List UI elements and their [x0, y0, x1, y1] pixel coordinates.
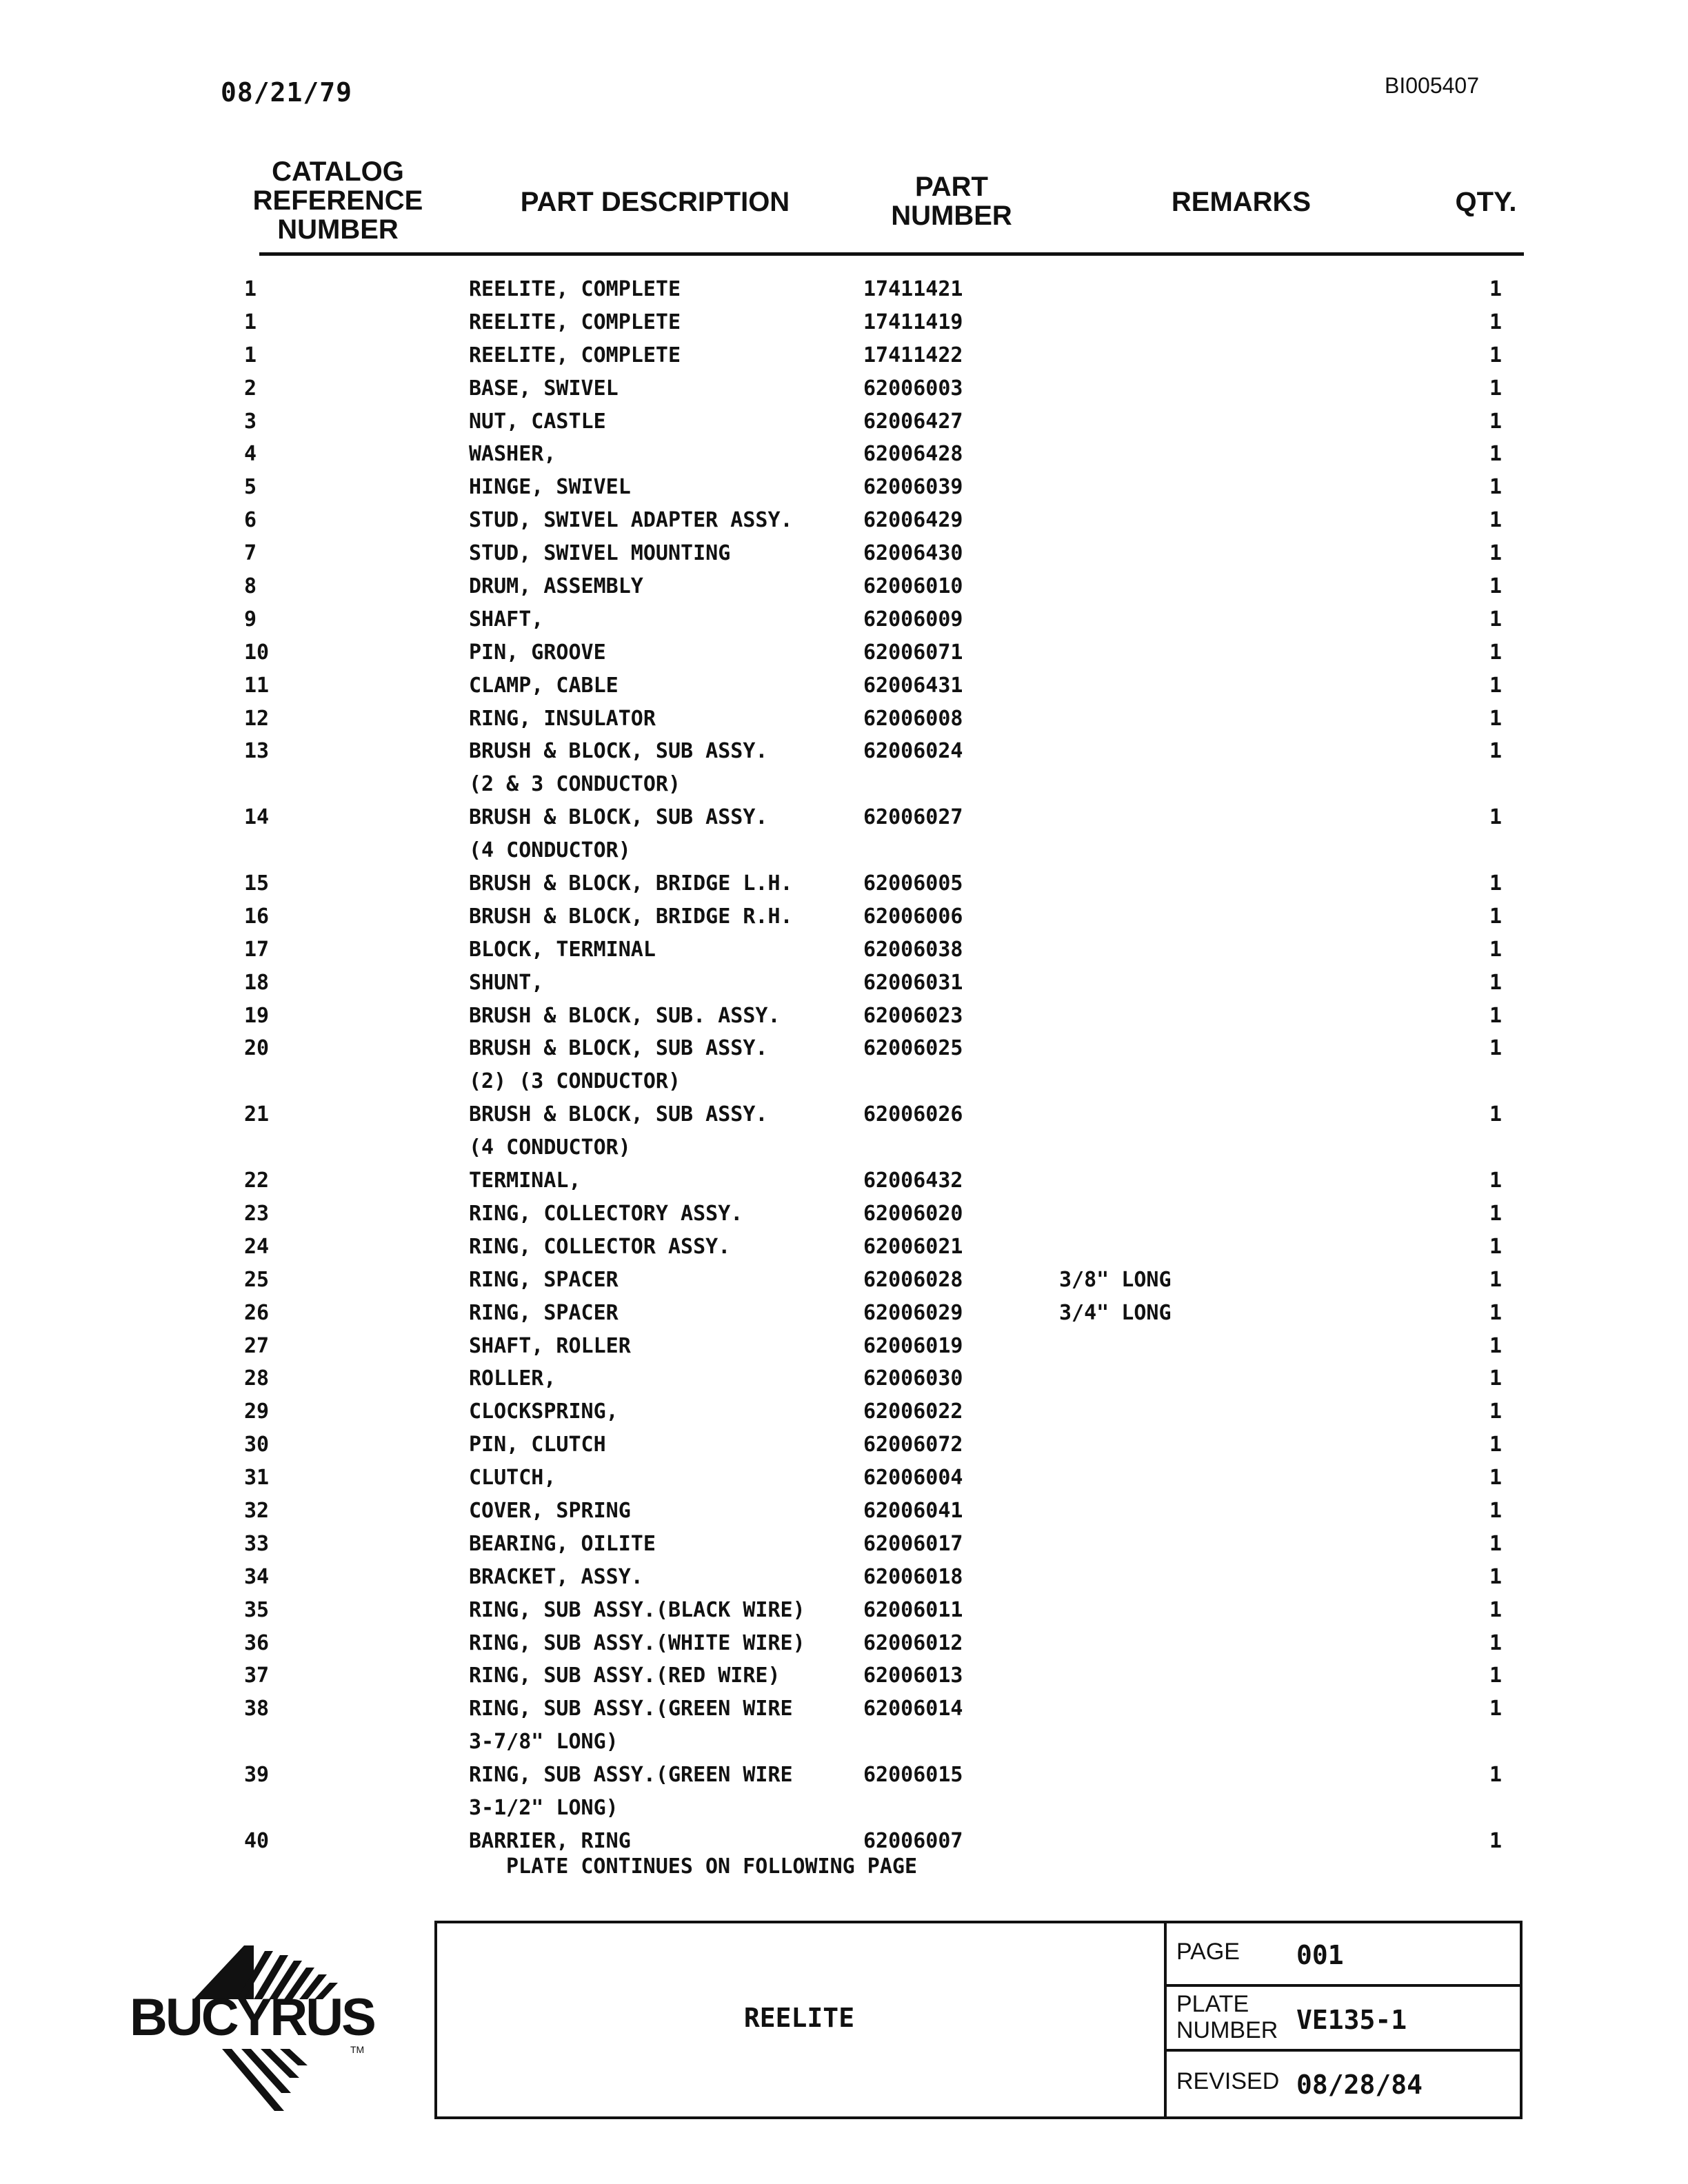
col-header-part-description: PART DESCRIPTION: [520, 187, 790, 217]
part-number-cell: 17411419: [863, 310, 963, 334]
catalog-ref-cell: 8: [244, 574, 257, 599]
table-row: [0, 1065, 1688, 1098]
logo-trademark: TM: [350, 2044, 365, 2055]
part-number-cell: 62006026: [863, 1102, 963, 1127]
qty-cell: 1: [1489, 1102, 1503, 1127]
table-row: [0, 702, 1688, 736]
table-row: [0, 504, 1688, 537]
qty-cell: 1: [1489, 1399, 1503, 1424]
page-value: 001: [1296, 1940, 1344, 1970]
part-number-cell: 62006014: [863, 1697, 963, 1721]
qty-cell: 1: [1489, 1201, 1503, 1226]
catalog-ref-cell: 29: [244, 1399, 270, 1424]
table-row: [0, 372, 1688, 405]
part-number-cell: 62006030: [863, 1366, 963, 1391]
part-number-cell: 62006019: [863, 1333, 963, 1358]
part-number-cell: 62006031: [863, 970, 963, 995]
qty-cell: 1: [1489, 1003, 1503, 1028]
table-row: [0, 1231, 1688, 1264]
table-row: [0, 1495, 1688, 1528]
qty-cell: 1: [1489, 1466, 1503, 1490]
qty-cell: 1: [1489, 1697, 1503, 1721]
catalog-ref-cell: 17: [244, 937, 270, 962]
part-description-cell: STUD, SWIVEL MOUNTING: [469, 541, 731, 566]
catalog-ref-cell: 5: [244, 475, 257, 500]
part-description-cell: RING, COLLECTOR ASSY.: [469, 1234, 731, 1259]
remarks-cell: 3/8" LONG: [1059, 1267, 1172, 1292]
table-row: [0, 537, 1688, 570]
part-description-cell: COVER, SPRING: [469, 1498, 631, 1523]
part-description-cell: BASE, SWIVEL: [469, 376, 619, 401]
catalog-ref-cell: 12: [244, 706, 270, 731]
table-row: [0, 405, 1688, 438]
catalog-ref-cell: 13: [244, 739, 270, 764]
catalog-ref-cell: 1: [244, 310, 257, 334]
table-row: [0, 1594, 1688, 1627]
qty-cell: 1: [1489, 1169, 1503, 1193]
catalog-ref-cell: 10: [244, 640, 270, 665]
part-description-cell: SHAFT,: [469, 607, 544, 631]
part-description-cell: BRACKET, ASSY.: [469, 1564, 643, 1589]
qty-cell: 1: [1489, 1234, 1503, 1259]
table-row: [0, 867, 1688, 900]
part-number-cell: 62006431: [863, 673, 963, 698]
qty-cell: 1: [1489, 343, 1503, 367]
part-number-cell: 62006029: [863, 1300, 963, 1325]
remarks-cell: 3/4" LONG: [1059, 1300, 1172, 1325]
qty-cell: 1: [1489, 541, 1503, 566]
table-row: [0, 1297, 1688, 1330]
part-number-cell: 17411422: [863, 343, 963, 367]
table-row: [0, 933, 1688, 967]
table-row: [0, 1659, 1688, 1692]
part-number-cell: 62006427: [863, 409, 963, 434]
qty-cell: 1: [1489, 1036, 1503, 1061]
revised-label: REVISED: [1176, 2068, 1280, 2094]
table-row: [0, 1131, 1688, 1164]
col-header-part-number: PART NUMBER: [891, 172, 1012, 231]
part-number-cell: 62006432: [863, 1169, 963, 1193]
qty-cell: 1: [1489, 805, 1503, 830]
table-row: [0, 1692, 1688, 1726]
plate-number-label: PLATE NUMBER: [1176, 1991, 1278, 2043]
qty-cell: 1: [1489, 1763, 1503, 1788]
part-description-cell: CLAMP, CABLE: [469, 673, 619, 698]
bucyrus-logo-icon: [128, 1930, 418, 2116]
catalog-ref-cell: 24: [244, 1234, 270, 1259]
catalog-ref-cell: 28: [244, 1366, 270, 1391]
table-row: [0, 1164, 1688, 1197]
logo-wordmark: BUCYRUS: [130, 1988, 374, 2047]
part-description-cell: PIN, GROOVE: [469, 640, 606, 665]
table-row: [0, 1362, 1688, 1395]
catalog-ref-cell: 16: [244, 904, 270, 929]
qty-cell: 1: [1489, 673, 1503, 698]
qty-cell: 1: [1489, 376, 1503, 401]
part-description-cell: PIN, CLUTCH: [469, 1433, 606, 1457]
catalog-ref-cell: 34: [244, 1564, 270, 1589]
part-number-cell: 62006009: [863, 607, 963, 631]
part-description-cell: WASHER,: [469, 442, 556, 467]
table-row: [0, 1032, 1688, 1065]
part-number-cell: 62006430: [863, 541, 963, 566]
table-row: [0, 1197, 1688, 1231]
catalog-ref-cell: 1: [244, 343, 257, 367]
qty-cell: 1: [1489, 904, 1503, 929]
qty-cell: 1: [1489, 442, 1503, 467]
catalog-ref-cell: 14: [244, 805, 270, 830]
part-description-cell: REELITE, COMPLETE: [469, 343, 681, 367]
part-description-cell: BRUSH & BLOCK, SUB ASSY.: [469, 805, 768, 830]
part-description-cell: RING, SPACER: [469, 1267, 619, 1292]
part-description-cell: (2) (3 CONDUCTOR): [469, 1069, 681, 1094]
part-number-cell: 62006005: [863, 871, 963, 896]
table-row: [0, 273, 1688, 306]
table-row: [0, 834, 1688, 867]
part-description-cell: BRUSH & BLOCK, BRIDGE R.H.: [469, 904, 793, 929]
table-row: [0, 603, 1688, 636]
part-number-cell: 62006039: [863, 475, 963, 500]
part-description-cell: HINGE, SWIVEL: [469, 475, 631, 500]
parts-list: [0, 273, 1688, 1858]
part-description-cell: RING, COLLECTORY ASSY.: [469, 1201, 743, 1226]
part-number-cell: 62006011: [863, 1597, 963, 1622]
table-row: [0, 570, 1688, 603]
part-description-cell: BRUSH & BLOCK, BRIDGE L.H.: [469, 871, 793, 896]
catalog-ref-cell: 39: [244, 1763, 270, 1788]
part-number-cell: 17411421: [863, 277, 963, 301]
catalog-ref-cell: 30: [244, 1433, 270, 1457]
part-number-cell: 62006012: [863, 1630, 963, 1655]
part-description-cell: CLUTCH,: [469, 1466, 556, 1490]
part-number-cell: 62006013: [863, 1664, 963, 1688]
table-row: [0, 1098, 1688, 1131]
qty-cell: 1: [1489, 1433, 1503, 1457]
catalog-ref-cell: 11: [244, 673, 270, 698]
table-row: [0, 735, 1688, 768]
col-header-catalog-ref: CATALOG REFERENCE NUMBER: [252, 156, 423, 245]
qty-cell: 1: [1489, 1597, 1503, 1622]
part-number-cell: 62006027: [863, 805, 963, 830]
page-label: PAGE: [1176, 1939, 1240, 1965]
qty-cell: 1: [1489, 970, 1503, 995]
catalog-ref-cell: 25: [244, 1267, 270, 1292]
table-row: [0, 636, 1688, 669]
part-number-cell: 62006004: [863, 1466, 963, 1490]
table-row: [0, 1825, 1688, 1858]
part-number-cell: 62006072: [863, 1433, 963, 1457]
part-description-cell: RING, SUB ASSY.(GREEN WIRE: [469, 1697, 793, 1721]
catalog-ref-cell: 1: [244, 277, 257, 301]
qty-cell: 1: [1489, 1333, 1503, 1358]
part-description-cell: NUT, CASTLE: [469, 409, 606, 434]
qty-cell: 1: [1489, 1267, 1503, 1292]
part-description-cell: RING, SUB ASSY.(RED WIRE): [469, 1664, 781, 1688]
table-row: [0, 768, 1688, 801]
part-number-cell: 62006015: [863, 1763, 963, 1788]
part-number-cell: 62006006: [863, 904, 963, 929]
part-number-cell: 62006018: [863, 1564, 963, 1589]
part-description-cell: BARRIER, RING: [469, 1828, 631, 1853]
catalog-ref-cell: 23: [244, 1201, 270, 1226]
qty-cell: 1: [1489, 1498, 1503, 1523]
part-number-cell: 62006007: [863, 1828, 963, 1853]
catalog-ref-cell: 18: [244, 970, 270, 995]
table-row: [0, 1462, 1688, 1495]
catalog-ref-cell: 38: [244, 1697, 270, 1721]
part-number-cell: 62006023: [863, 1003, 963, 1028]
catalog-ref-cell: 21: [244, 1102, 270, 1127]
revised-value: 08/28/84: [1296, 2070, 1423, 2100]
plate-number-value: VE135-1: [1296, 2005, 1407, 2035]
catalog-ref-cell: 3: [244, 409, 257, 434]
qty-cell: 1: [1489, 1300, 1503, 1325]
part-description-cell: RING, SUB ASSY.(WHITE WIRE): [469, 1630, 805, 1655]
part-number-cell: 62006020: [863, 1201, 963, 1226]
qty-cell: 1: [1489, 1564, 1503, 1589]
table-row: [0, 1264, 1688, 1297]
document-id: BI005407: [1385, 73, 1480, 98]
table-row: [0, 1395, 1688, 1428]
part-description-cell: (4 CONDUCTOR): [469, 1135, 631, 1160]
table-row: [0, 1528, 1688, 1561]
catalog-ref-cell: 4: [244, 442, 257, 467]
catalog-ref-cell: 27: [244, 1333, 270, 1358]
part-number-cell: 62006428: [863, 442, 963, 467]
part-number-cell: 62006021: [863, 1234, 963, 1259]
table-row: [0, 967, 1688, 1000]
catalog-ref-cell: 31: [244, 1466, 270, 1490]
plate-number-cell: [1167, 1987, 1523, 2050]
table-row: [0, 801, 1688, 834]
col-header-qty: QTY.: [1455, 187, 1517, 217]
catalog-ref-cell: 20: [244, 1036, 270, 1061]
table-row: [0, 1726, 1688, 1759]
part-description-cell: ROLLER,: [469, 1366, 556, 1391]
catalog-ref-cell: 32: [244, 1498, 270, 1523]
part-description-cell: BRUSH & BLOCK, SUB ASSY.: [469, 739, 768, 764]
catalog-ref-cell: 15: [244, 871, 270, 896]
qty-cell: 1: [1489, 1630, 1503, 1655]
catalog-ref-cell: 9: [244, 607, 257, 631]
table-row: [0, 1330, 1688, 1363]
part-description-cell: REELITE, COMPLETE: [469, 310, 681, 334]
qty-cell: 1: [1489, 409, 1503, 434]
col-header-remarks: REMARKS: [1171, 187, 1312, 217]
part-number-cell: 62006041: [863, 1498, 963, 1523]
part-description-cell: RING, SUB ASSY.(GREEN WIRE: [469, 1763, 793, 1788]
qty-cell: 1: [1489, 1664, 1503, 1688]
table-row: [0, 900, 1688, 933]
table-row: [0, 1627, 1688, 1660]
drawing-title: REELITE: [743, 2003, 855, 2033]
part-description-cell: BEARING, OILITE: [469, 1531, 656, 1556]
catalog-ref-cell: 7: [244, 541, 257, 566]
part-description-cell: BLOCK, TERMINAL: [469, 937, 656, 962]
qty-cell: 1: [1489, 475, 1503, 500]
catalog-ref-cell: 33: [244, 1531, 270, 1556]
qty-cell: 1: [1489, 937, 1503, 962]
part-description-cell: BRUSH & BLOCK, SUB ASSY.: [469, 1102, 768, 1127]
part-description-cell: RING, SPACER: [469, 1300, 619, 1325]
qty-cell: 1: [1489, 508, 1503, 533]
qty-cell: 1: [1489, 277, 1503, 301]
table-row: [0, 1759, 1688, 1792]
part-number-cell: 62006028: [863, 1267, 963, 1292]
continues-note: PLATE CONTINUES ON FOLLOWING PAGE: [506, 1854, 918, 1879]
qty-cell: 1: [1489, 310, 1503, 334]
page-cell: [1167, 1923, 1523, 1987]
table-row: [0, 1561, 1688, 1594]
part-description-cell: RING, SUB ASSY.(BLACK WIRE): [469, 1597, 805, 1622]
table-row: [0, 438, 1688, 471]
part-description-cell: CLOCKSPRING,: [469, 1399, 619, 1424]
part-description-cell: DRUM, ASSEMBLY: [469, 574, 643, 599]
header-rule: [259, 252, 1524, 256]
qty-cell: 1: [1489, 640, 1503, 665]
part-description-cell: SHAFT, ROLLER: [469, 1333, 631, 1358]
qty-cell: 1: [1489, 1531, 1503, 1556]
part-description-cell: STUD, SWIVEL ADAPTER ASSY.: [469, 508, 793, 533]
part-description-cell: (4 CONDUCTOR): [469, 838, 631, 863]
catalog-ref-cell: 6: [244, 508, 257, 533]
part-description-cell: SHUNT,: [469, 970, 544, 995]
part-number-cell: 62006025: [863, 1036, 963, 1061]
part-number-cell: 62006010: [863, 574, 963, 599]
catalog-ref-cell: 36: [244, 1630, 270, 1655]
part-number-cell: 62006003: [863, 376, 963, 401]
catalog-ref-cell: 40: [244, 1828, 270, 1853]
table-row: [0, 1000, 1688, 1033]
qty-cell: 1: [1489, 1366, 1503, 1391]
table-row: [0, 306, 1688, 339]
table-row: [0, 669, 1688, 702]
catalog-ref-cell: 26: [244, 1300, 270, 1325]
catalog-ref-cell: 22: [244, 1169, 270, 1193]
revised-cell: [1167, 2052, 1523, 2116]
table-row: [0, 339, 1688, 372]
qty-cell: 1: [1489, 706, 1503, 731]
part-description-cell: TERMINAL,: [469, 1169, 581, 1193]
part-number-cell: 62006071: [863, 640, 963, 665]
qty-cell: 1: [1489, 607, 1503, 631]
qty-cell: 1: [1489, 1828, 1503, 1853]
part-number-cell: 62006024: [863, 739, 963, 764]
part-number-cell: 62006429: [863, 508, 963, 533]
part-number-cell: 62006022: [863, 1399, 963, 1424]
table-row: [0, 471, 1688, 504]
part-description-cell: 3-1/2" LONG): [469, 1795, 619, 1820]
part-description-cell: REELITE, COMPLETE: [469, 277, 681, 301]
qty-cell: 1: [1489, 871, 1503, 896]
catalog-ref-cell: 37: [244, 1664, 270, 1688]
catalog-ref-cell: 19: [244, 1003, 270, 1028]
part-description-cell: 3-7/8" LONG): [469, 1730, 619, 1755]
print-date: 08/21/79: [221, 77, 353, 108]
table-row: [0, 1428, 1688, 1462]
part-description-cell: BRUSH & BLOCK, SUB ASSY.: [469, 1036, 768, 1061]
part-number-cell: 62006008: [863, 706, 963, 731]
part-number-cell: 62006038: [863, 937, 963, 962]
catalog-ref-cell: 2: [244, 376, 257, 401]
qty-cell: 1: [1489, 574, 1503, 599]
part-description-cell: BRUSH & BLOCK, SUB. ASSY.: [469, 1003, 781, 1028]
part-description-cell: (2 & 3 CONDUCTOR): [469, 772, 681, 797]
catalog-ref-cell: 35: [244, 1597, 270, 1622]
part-description-cell: RING, INSULATOR: [469, 706, 656, 731]
qty-cell: 1: [1489, 739, 1503, 764]
table-row: [0, 1792, 1688, 1825]
part-number-cell: 62006017: [863, 1531, 963, 1556]
